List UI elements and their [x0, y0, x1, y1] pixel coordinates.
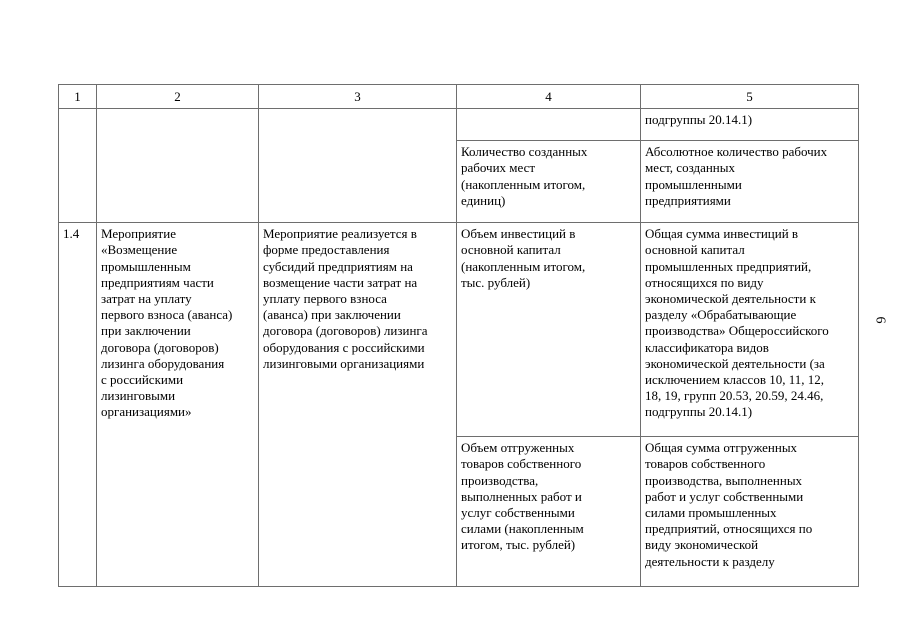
cell-indicator-definition: Общая сумма инвестиций в основной капитал промышленных предприятий, относящихся по виду экономической деятельности к разделу «Обрабатывающие производства» Общероссийского классификатора видов экономической деятельности (за исключением классов 10, 11, 12, 18, 19, групп 20.53, 20.59, 24.46, подгруппы 20.14.1) — [641, 223, 859, 437]
header-col-2: 2 — [97, 85, 259, 109]
cell-indicator — [457, 109, 641, 141]
header-col-4: 4 — [457, 85, 641, 109]
header-col-1: 1 — [59, 85, 97, 109]
cell-measure-empty — [97, 109, 259, 223]
cell-number: 1.4 — [59, 223, 97, 587]
cell-measure: Мероприятие «Возмещение промышленным предприятиям части затрат на уплату первого взноса (аванса) при заключении договора (договоров) лизинга оборудования с российскими лизинговыми организациями» — [97, 223, 259, 587]
header-col-5: 5 — [641, 85, 859, 109]
cell-indicator-definition: Общая сумма отгруженных товаров собственного производства, выполненных работ и услуг собственными силами промышленных предприятий, относящихся по виду экономической деятельности к разделу — [641, 437, 859, 587]
cell-indicator-definition: подгруппы 20.14.1) — [641, 109, 859, 141]
table-row — [59, 109, 859, 141]
cell-description-empty — [259, 109, 457, 223]
header-col-3: 3 — [259, 85, 457, 109]
cell-indicator: Объем отгруженных товаров собственного производства, выполненных работ и услуг собственными силами (накопленным итогом, тыс. рублей) — [457, 437, 641, 587]
cell-indicator: Количество созданных рабочих мест (накопленным итогом, единиц) — [457, 141, 641, 223]
page-number: 6 — [872, 316, 888, 324]
cell-description: Мероприятие реализуется в форме предоставления субсидий предприятиям на возмещение части затрат на уплату первого взноса (аванса) при заключении договора (договоров) лизинга оборудования с российскими лизинговыми организациями — [259, 223, 457, 587]
table-header-row — [59, 85, 859, 109]
cell-indicator: Объем инвестиций в основной капитал (накопленным итогом, тыс. рублей) — [457, 223, 641, 437]
cell-indicator-definition: Абсолютное количество рабочих мест, созданных промышленными предприятиями — [641, 141, 859, 223]
table-row — [59, 223, 859, 437]
cell-number-empty — [59, 109, 97, 223]
indicators-table — [58, 84, 859, 587]
